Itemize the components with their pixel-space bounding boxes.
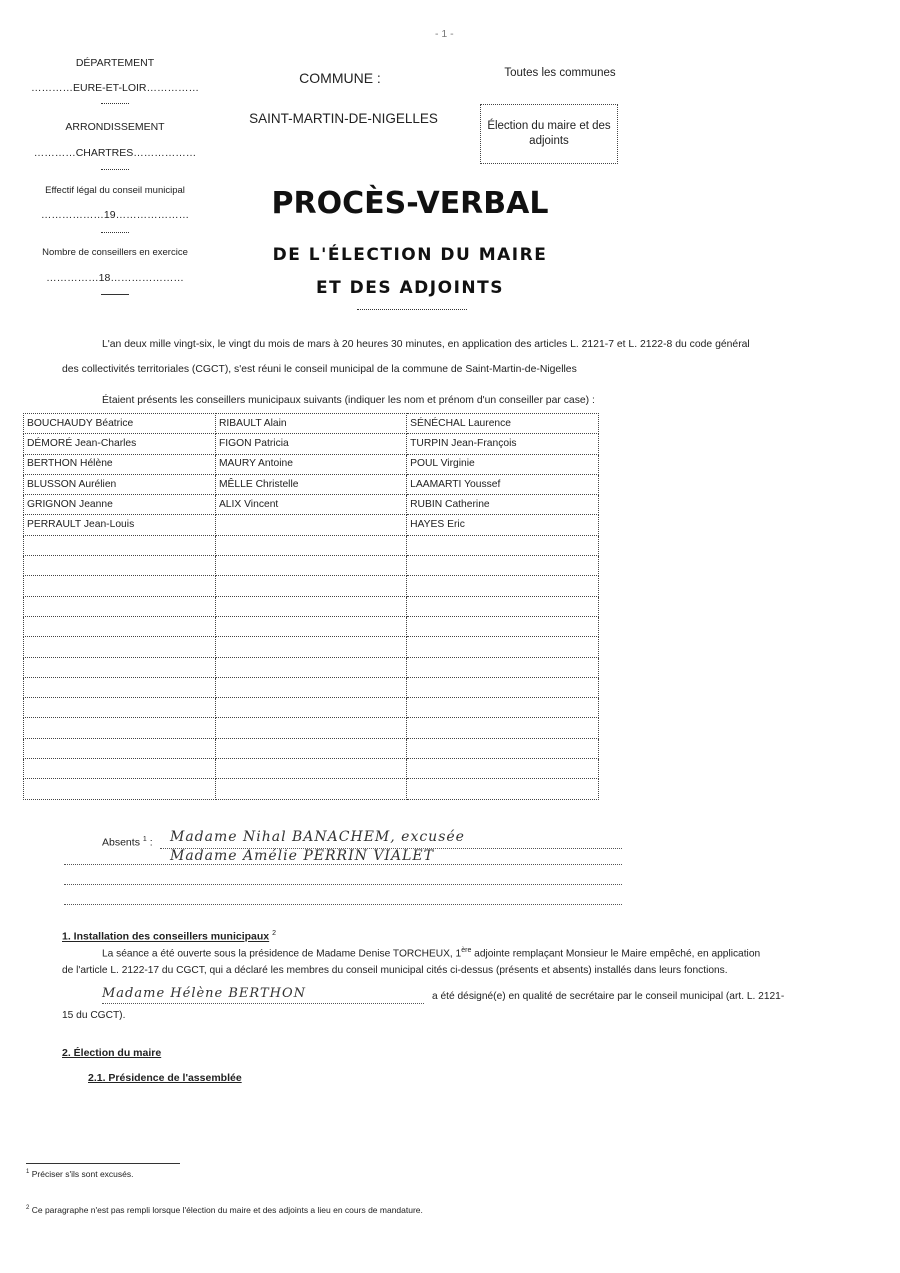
councillor-cell: PERRAULT Jean-Louis (24, 515, 216, 535)
councillor-cell: SÉNÉCHAL Laurence (407, 414, 599, 434)
table-row (24, 779, 599, 799)
councillor-cell (215, 718, 406, 738)
table-row (24, 616, 599, 636)
effectif-value: ………………19………………… (40, 209, 190, 221)
secretary-text: a été désigné(e) en qualité de secrétaire par le conseil municipal (art. L. 2121- (432, 991, 785, 1002)
councillor-cell (407, 596, 599, 616)
councillor-cell (407, 759, 599, 779)
councillor-cell: RUBIN Catherine (407, 495, 599, 515)
table-row (24, 556, 599, 576)
councillor-cell: BLUSSON Aurélien (24, 474, 216, 494)
table-row (24, 759, 599, 779)
councillor-cell (215, 596, 406, 616)
councillor-cell (407, 535, 599, 555)
councillor-cell: TURPIN Jean-François (407, 434, 599, 454)
councillor-cell (215, 515, 406, 535)
councillor-cell: FIGON Patricia (215, 434, 406, 454)
councillor-cell (215, 535, 406, 555)
footnote-rule (26, 1163, 180, 1164)
councillor-cell: LAAMARTI Youssef (407, 474, 599, 494)
absent-line (64, 872, 622, 885)
councillor-cell (407, 657, 599, 677)
councillor-cell (24, 677, 216, 697)
councillor-cell (24, 698, 216, 718)
councillor-cell (407, 637, 599, 657)
absents-label: Absents $^1$ : (102, 836, 153, 849)
table-row (24, 637, 599, 657)
absent-entry-1: Madame Nihal BANACHEM, excusée (170, 829, 465, 845)
title-line3: ET DES ADJOINTS (316, 278, 504, 298)
table-row (24, 698, 599, 718)
councillor-cell (215, 738, 406, 758)
section1-heading: 1. Installation des conseillers municipaux $^2$ (62, 930, 276, 943)
councillor-cell (407, 738, 599, 758)
section2-heading: 2. Élection du maire (62, 1047, 162, 1059)
table-row (24, 495, 599, 515)
title-underline (357, 309, 467, 310)
councillor-cell (215, 637, 406, 657)
councillor-cell (407, 616, 599, 636)
councillor-cell (24, 535, 216, 555)
councillor-cell (24, 556, 216, 576)
scope-box-text: Élection du maire et des adjoints (487, 120, 611, 147)
title-line2: DE L'ÉLECTION DU MAIRE (272, 245, 548, 265)
separator (101, 103, 129, 104)
councillor-cell: DÉMORÉ Jean-Charles (24, 434, 216, 454)
councillor-cell: MAURY Antoine (215, 454, 406, 474)
table-row (24, 535, 599, 555)
councillor-cell (24, 637, 216, 657)
councillor-cell (24, 576, 216, 596)
councillor-cell: GRIGNON Jeanne (24, 495, 216, 515)
councillor-cell (215, 657, 406, 677)
table-row (24, 474, 599, 494)
footnote-2: $^2$ Ce paragraphe n'est pas rempli lorsque l'élection du maire et des adjoints a lieu en cours de mandature. (26, 1205, 423, 1215)
separator (101, 169, 129, 170)
councillor-cell (24, 738, 216, 758)
exercice-label: Nombre de conseillers en exercice (42, 247, 188, 258)
councillor-cell (215, 576, 406, 596)
table-row (24, 718, 599, 738)
table-row (24, 454, 599, 474)
councillor-cell (24, 616, 216, 636)
absent-line (64, 892, 622, 905)
councillor-cell (407, 677, 599, 697)
councillor-cell: MÊLLE Christelle (215, 474, 406, 494)
councillor-cell (407, 779, 599, 799)
page-number: - 1 - (435, 28, 454, 40)
councillor-cell: BOUCHAUDY Béatrice (24, 414, 216, 434)
councillor-cell (407, 576, 599, 596)
table-row (24, 657, 599, 677)
councillor-cell (24, 657, 216, 677)
councillor-cell (215, 698, 406, 718)
secretary-text-line2: 15 du CGCT). (62, 1010, 126, 1021)
scope-box (480, 104, 618, 164)
councillor-cell (24, 718, 216, 738)
councillors-table (23, 413, 599, 800)
councillor-cell: HAYES Eric (407, 515, 599, 535)
section2-subheading: 2.1. Présidence de l'assemblée (88, 1072, 242, 1084)
separator (101, 232, 129, 233)
separator (101, 294, 129, 295)
departement-value: …………EURE-ET-LOIR…………… (30, 82, 199, 94)
table-row (24, 515, 599, 535)
councillor-cell (215, 616, 406, 636)
section1-paragraph-line2: de l'article L. 2122-17 du CGCT, qui a déclaré les membres du conseil municipal cités ci-dessus (présents et absents) installés dans leurs fonctions. (62, 965, 728, 976)
effectif-label: Effectif légal du conseil municipal (45, 185, 185, 196)
table-row (24, 576, 599, 596)
secretary-name: Madame Hélène BERTHON (102, 986, 307, 1001)
councillor-cell: RIBAULT Alain (215, 414, 406, 434)
councillor-cell (215, 759, 406, 779)
councillor-cell (407, 718, 599, 738)
commune-name: SAINT-MARTIN-DE-NIGELLES (249, 111, 438, 126)
page-title: PROCÈS-VERBAL (271, 186, 549, 221)
table-row (24, 596, 599, 616)
table-row (24, 738, 599, 758)
table-row (24, 677, 599, 697)
councillor-cell (24, 759, 216, 779)
councillor-cell: ALIX Vincent (215, 495, 406, 515)
arrondissement-label: ARRONDISSEMENT (65, 121, 165, 133)
intro-line1: L'an deux mille vingt-six, le vingt du mois de mars à 20 heures 30 minutes, en application des articles L. 2121-7 et L. 2122-8 du code général (102, 339, 750, 350)
footnote-1: $^1$ Préciser s'ils sont excusés. (26, 1169, 134, 1179)
present-line: Étaient présents les conseillers municipaux suivants (indiquer les nom et prénom d'un conseiller par case) : (102, 395, 595, 406)
commune-label: COMMUNE : (299, 70, 381, 86)
councillor-cell (215, 677, 406, 697)
scope-text: Toutes les communes (504, 67, 616, 79)
councillor-cell (407, 556, 599, 576)
councillor-cell: BERTHON Hélène (24, 454, 216, 474)
arrondissement-value: …………CHARTRES……………… (33, 147, 197, 159)
councillor-cell (215, 779, 406, 799)
exercice-value: ……………18………………… (46, 272, 184, 284)
councillor-cell (407, 698, 599, 718)
table-row (24, 414, 599, 434)
councillor-cell: POUL Virginie (407, 454, 599, 474)
intro-line2: des collectivités territoriales (CGCT), s'est réuni le conseil municipal de la commune de Saint-Martin-de-Nigelles (62, 364, 577, 375)
councillor-cell (24, 779, 216, 799)
councillor-cell (215, 556, 406, 576)
table-row (24, 434, 599, 454)
absent-entry-2: Madame Amélie PERRIN VIALET (170, 848, 434, 864)
departement-label: DÉPARTEMENT (75, 57, 155, 69)
section1-paragraph: La séance a été ouverte sous la présidence de Madame Denise TORCHEUX, 1ère adjointe remplaçant Monsieur le Maire empêché, en application (102, 947, 761, 960)
councillor-cell (24, 596, 216, 616)
